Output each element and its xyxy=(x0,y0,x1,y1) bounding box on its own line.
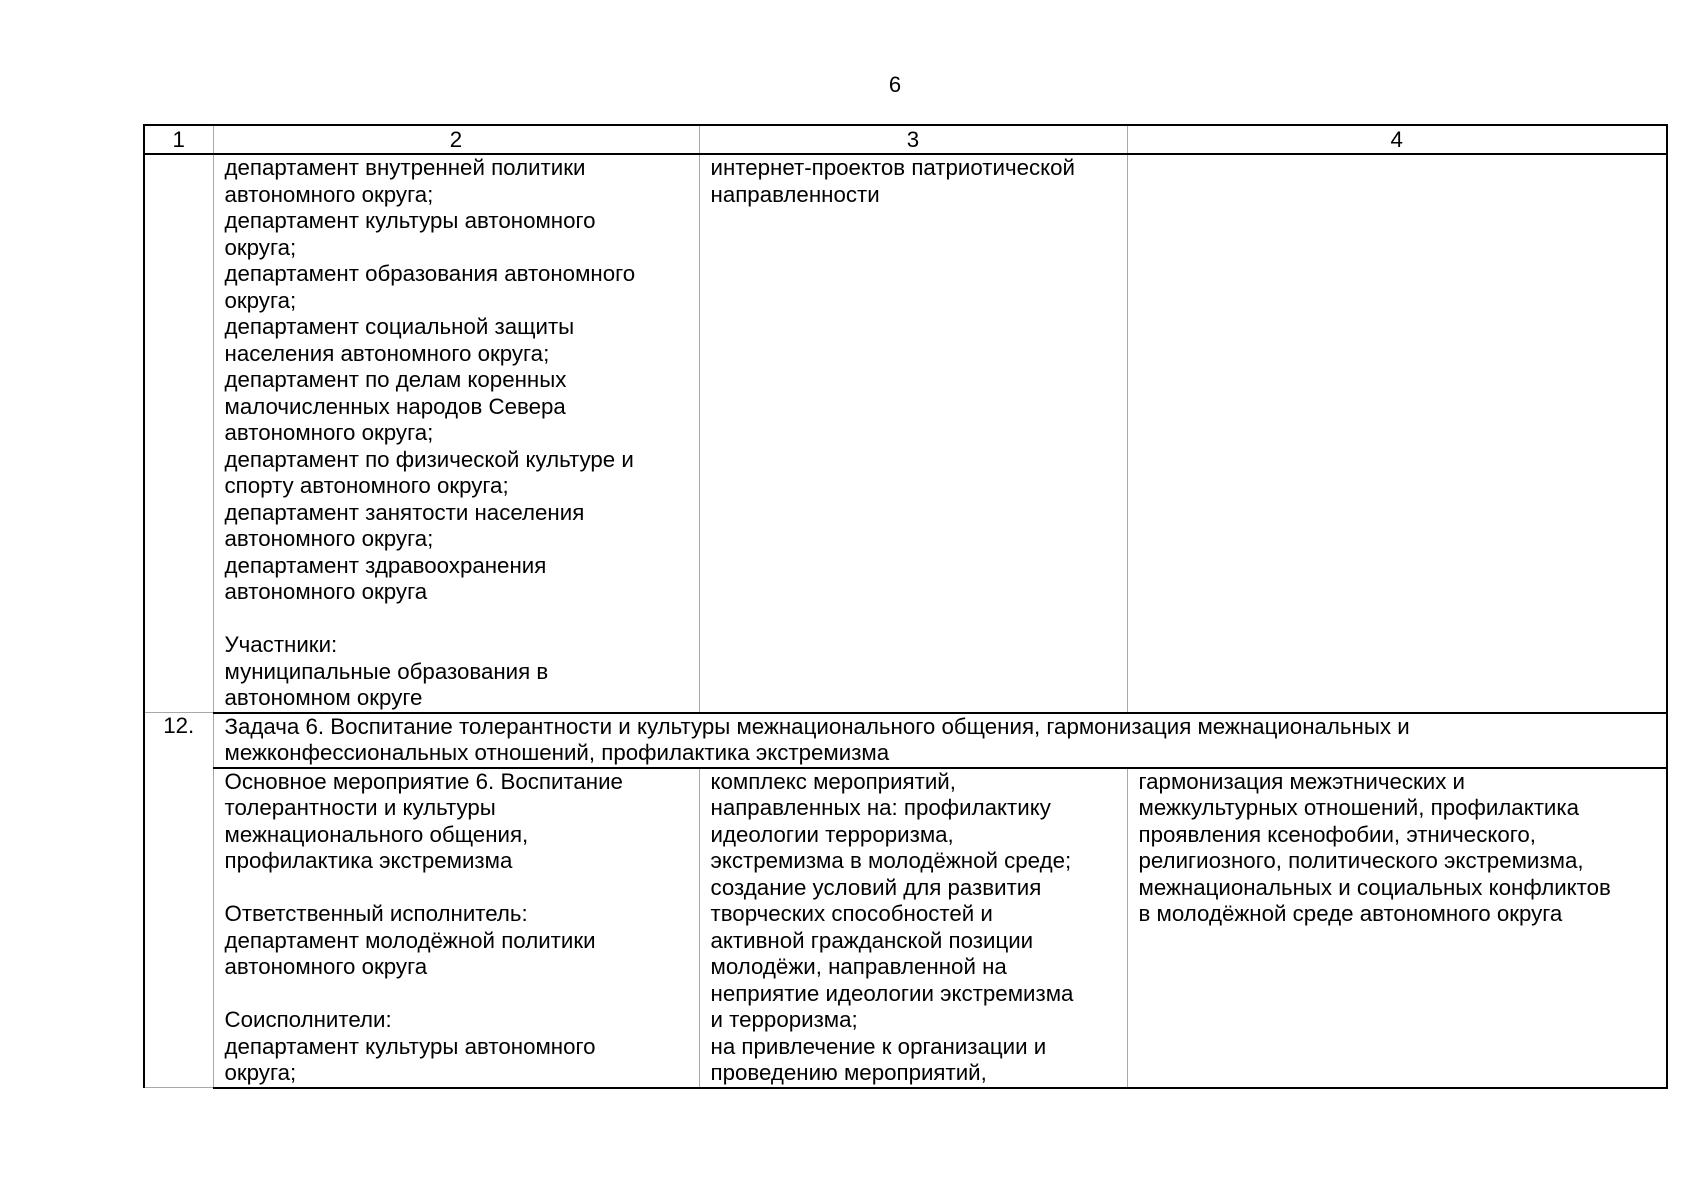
text-line: идеологии терроризма, xyxy=(710,821,954,847)
cell-executors xyxy=(213,154,699,713)
page-number: 6 xyxy=(888,72,902,97)
text-line: молодёжи, направленной на xyxy=(710,954,1007,979)
text-line xyxy=(225,606,689,633)
text-line: экстремизма в молодёжной среде; xyxy=(710,848,1072,873)
text-line: департамент занятости населения xyxy=(224,499,585,525)
text-line xyxy=(225,875,689,902)
header-cell-3: 3 xyxy=(699,125,1127,154)
text-line: творческих способностей и xyxy=(710,901,993,926)
text-line: религиозного, политического экстремизма, xyxy=(1138,848,1584,873)
header-cell-4: 4 xyxy=(1127,125,1667,154)
text-line: департамент культуры автономного xyxy=(224,208,596,233)
text-line: муниципальные образования в xyxy=(224,658,549,684)
text-line: автономного округа xyxy=(224,579,428,604)
text-line: округа; xyxy=(224,287,297,313)
text-line: и терроризма; xyxy=(710,1007,858,1032)
text-line: Задача 6. Воспитание толерантности и культуры межнационального общения, гармонизация межнациональных и xyxy=(224,713,1410,739)
header-cell-1: 1 xyxy=(144,125,213,154)
cell-number-empty xyxy=(144,154,213,713)
text-line: департамент молодёжной политики xyxy=(224,927,596,953)
text-line: департамент образования автономного xyxy=(224,261,636,286)
cell-event-content xyxy=(699,768,1127,1088)
table-row-main-event-6 xyxy=(144,768,1667,1088)
text-line: автономного округа; xyxy=(224,420,434,445)
text-line: межкультурных отношений, профилактика xyxy=(1138,795,1580,820)
text-line: автономного округа; xyxy=(224,526,434,551)
text-line: Основное мероприятие 6. Воспитание xyxy=(224,768,623,794)
text-line: направленных на: профилактику xyxy=(710,795,1051,820)
text-line: спорту автономного округа; xyxy=(224,473,509,498)
text-line: департамент здравоохранения xyxy=(224,552,547,578)
text-line: гармонизация межэтнических и xyxy=(1138,768,1465,794)
text-line: межконфессиональных отношений, профилактика экстремизма xyxy=(224,740,890,765)
text-line: направленности xyxy=(710,181,880,207)
table-row-task-6 xyxy=(144,713,1667,768)
text-line: округа; xyxy=(224,234,297,260)
cell-activities xyxy=(699,154,1127,713)
text-line: неприятие идеологии экстремизма xyxy=(710,980,1074,1006)
text-line: интернет-проектов патриотической xyxy=(710,155,1075,180)
text-line: межнационального общения, xyxy=(224,821,529,847)
text-line xyxy=(225,981,689,1008)
text-line: межнациональных и социальных конфликтов xyxy=(1138,874,1611,900)
text-line: Соисполнители: xyxy=(224,1007,392,1032)
cell-main-event xyxy=(213,768,699,1088)
text-line: Ответственный исполнитель: xyxy=(224,901,528,926)
text-line: населения автономного округа; xyxy=(224,340,550,366)
text-line: департамент внутренней политики xyxy=(224,155,586,180)
task-6-text xyxy=(213,713,1667,768)
text-line: департамент социальной защиты xyxy=(224,314,575,339)
text-line: активной гражданской позиции xyxy=(710,927,1034,953)
text-line: департамент по физической культуре и xyxy=(224,446,634,472)
text-line: департамент по делам коренных xyxy=(224,367,567,392)
text-line: создание условий для развития xyxy=(710,874,1042,900)
text-line: автономного округа xyxy=(224,954,428,979)
text-line: автономного округа; xyxy=(224,181,434,207)
table-header-row xyxy=(144,125,1667,154)
text-line: в молодёжной среде автономного округа xyxy=(1138,901,1563,926)
header-cell-2: 2 xyxy=(213,125,699,154)
text-line: округа; xyxy=(224,1060,297,1085)
text-line: Участники: xyxy=(224,632,338,657)
cell-expected-results xyxy=(1127,768,1667,1088)
row-number: 12. xyxy=(144,713,213,1088)
text-line: профилактика экстремизма xyxy=(224,848,513,873)
text-line: проведению мероприятий, xyxy=(710,1060,987,1085)
text-line: департамент культуры автономного xyxy=(224,1033,596,1059)
text-line: на привлечение к организации и xyxy=(710,1033,1047,1059)
table-row-continued xyxy=(144,154,1667,713)
measures-table xyxy=(143,124,1668,1089)
text-line: толерантности и культуры xyxy=(224,795,496,820)
text-line: малочисленных народов Севера xyxy=(224,393,566,419)
text-line: комплекс мероприятий, xyxy=(710,768,956,794)
cell-results-empty xyxy=(1127,154,1667,713)
text-line: проявления ксенофобии, этнического, xyxy=(1138,821,1536,847)
text-line: автономном округе xyxy=(224,685,423,710)
